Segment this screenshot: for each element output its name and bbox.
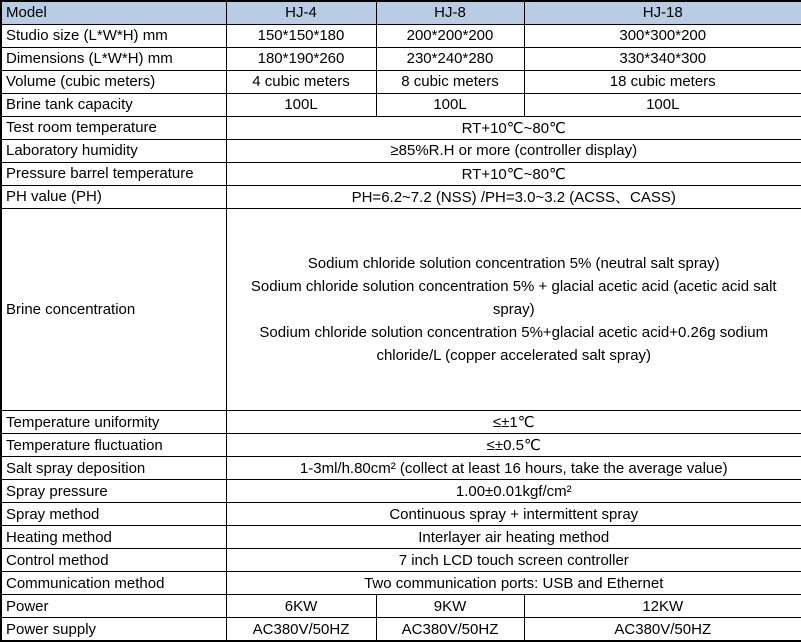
- cell-value-merged: 1-3ml/h.80cm² (collect at least 16 hours, take the average value): [226, 457, 801, 480]
- cell-value-merged: [226, 208, 801, 410]
- cell-value: 4 cubic meters: [226, 70, 376, 93]
- row-label: Control method: [1, 549, 226, 572]
- row-label: Volume (cubic meters): [1, 70, 226, 93]
- cell-value-merged: Two communication ports: USB and Ethernet: [226, 572, 801, 595]
- table-row-temperature-fluctuation: [1, 434, 801, 457]
- cell-value: AC380V/50HZ: [376, 618, 524, 641]
- row-label: PH value (PH): [1, 185, 226, 208]
- cell-value-merged: PH=6.2~7.2 (NSS) /PH=3.0~3.2 (ACSS、CASS): [226, 185, 801, 208]
- header-col-hj18: HJ-18: [524, 1, 801, 24]
- cell-value: 100L: [226, 93, 376, 116]
- row-label: Power: [1, 595, 226, 618]
- row-label: Communication method: [1, 572, 226, 595]
- table-row-communication-method: [1, 572, 801, 595]
- cell-value-merged: ≤±0.5℃: [226, 434, 801, 457]
- row-label: Laboratory humidity: [1, 139, 226, 162]
- row-label: Dimensions (L*W*H) mm: [1, 47, 226, 70]
- cell-value-merged: Interlayer air heating method: [226, 526, 801, 549]
- table-row-laboratory-humidity: [1, 139, 801, 162]
- table-row-studio-size: [1, 24, 801, 47]
- cell-value: 8 cubic meters: [376, 70, 524, 93]
- table-row-spray-method: [1, 503, 801, 526]
- header-col-hj8: HJ-8: [376, 1, 524, 24]
- table-row-dimensions: [1, 47, 801, 70]
- cell-value: 9KW: [376, 595, 524, 618]
- cell-value: 12KW: [524, 595, 801, 618]
- cell-value: 200*200*200: [376, 24, 524, 47]
- row-label: Salt spray deposition: [1, 457, 226, 480]
- table-row-salt-spray-deposition: [1, 457, 801, 480]
- cell-value: 18 cubic meters: [524, 70, 801, 93]
- cell-value: 100L: [524, 93, 801, 116]
- cell-value: 230*240*280: [376, 47, 524, 70]
- row-label: Brine concentration: [1, 208, 226, 410]
- row-label: Spray method: [1, 503, 226, 526]
- header-col-hj4: HJ-4: [226, 1, 376, 24]
- table-row-temperature-uniformity: [1, 411, 801, 434]
- cell-value: AC380V/50HZ: [226, 618, 376, 641]
- cell-value: 180*190*260: [226, 47, 376, 70]
- table-row-brine-tank-capacity: [1, 93, 801, 116]
- table-row-power: [1, 595, 801, 618]
- row-label: Temperature fluctuation: [1, 434, 226, 457]
- brine-line: Sodium chloride solution concentration 5% (neutral salt spray): [307, 254, 720, 272]
- table-row-volume: [1, 70, 801, 93]
- cell-value-merged: ≥85%R.H or more (controller display): [226, 139, 801, 162]
- cell-value-merged: 7 inch LCD touch screen controller: [226, 549, 801, 572]
- cell-value: 300*300*200: [524, 24, 801, 47]
- row-label: Brine tank capacity: [1, 93, 226, 116]
- row-label: Power supply: [1, 618, 226, 641]
- row-label: Test room temperature: [1, 116, 226, 139]
- table-row-spray-pressure: [1, 480, 801, 503]
- cell-value-merged: RT+10℃~80℃: [226, 162, 801, 185]
- cell-value: 150*150*180: [226, 24, 376, 47]
- row-label: Temperature uniformity: [1, 411, 226, 434]
- cell-value: AC380V/50HZ: [524, 618, 801, 641]
- table-row-heating-method: [1, 526, 801, 549]
- header-row: [1, 1, 801, 24]
- cell-value: 6KW: [226, 595, 376, 618]
- table-row-pressure-barrel-temperature: [1, 162, 801, 185]
- table-row-control-method: [1, 549, 801, 572]
- brine-line: Sodium chloride solution concentration 5% + glacial acetic acid (acetic acid salt spray): [250, 277, 777, 318]
- row-label: Spray pressure: [1, 480, 226, 503]
- row-label: Heating method: [1, 526, 226, 549]
- table-row-test-room-temperature: [1, 116, 801, 139]
- header-model-label: Model: [1, 1, 226, 24]
- cell-value-merged: ≤±1℃: [226, 411, 801, 434]
- table-row-brine-concentration: [1, 208, 801, 410]
- table-row-power-supply: [1, 618, 801, 641]
- cell-value-merged: RT+10℃~80℃: [226, 116, 801, 139]
- table-row-ph-value: [1, 185, 801, 208]
- cell-value: 330*340*300: [524, 47, 801, 70]
- brine-line: Sodium chloride solution concentration 5%+glacial acetic acid+0.26g sodium chloride/L (copper accelerated salt spray): [259, 323, 769, 364]
- row-label: Studio size (L*W*H) mm: [1, 24, 226, 47]
- cell-value-merged: 1.00±0.01kgf/cm²: [226, 480, 801, 503]
- cell-value-merged: Continuous spray + intermittent spray: [226, 503, 801, 526]
- row-label: Pressure barrel temperature: [1, 162, 226, 185]
- cell-value: 100L: [376, 93, 524, 116]
